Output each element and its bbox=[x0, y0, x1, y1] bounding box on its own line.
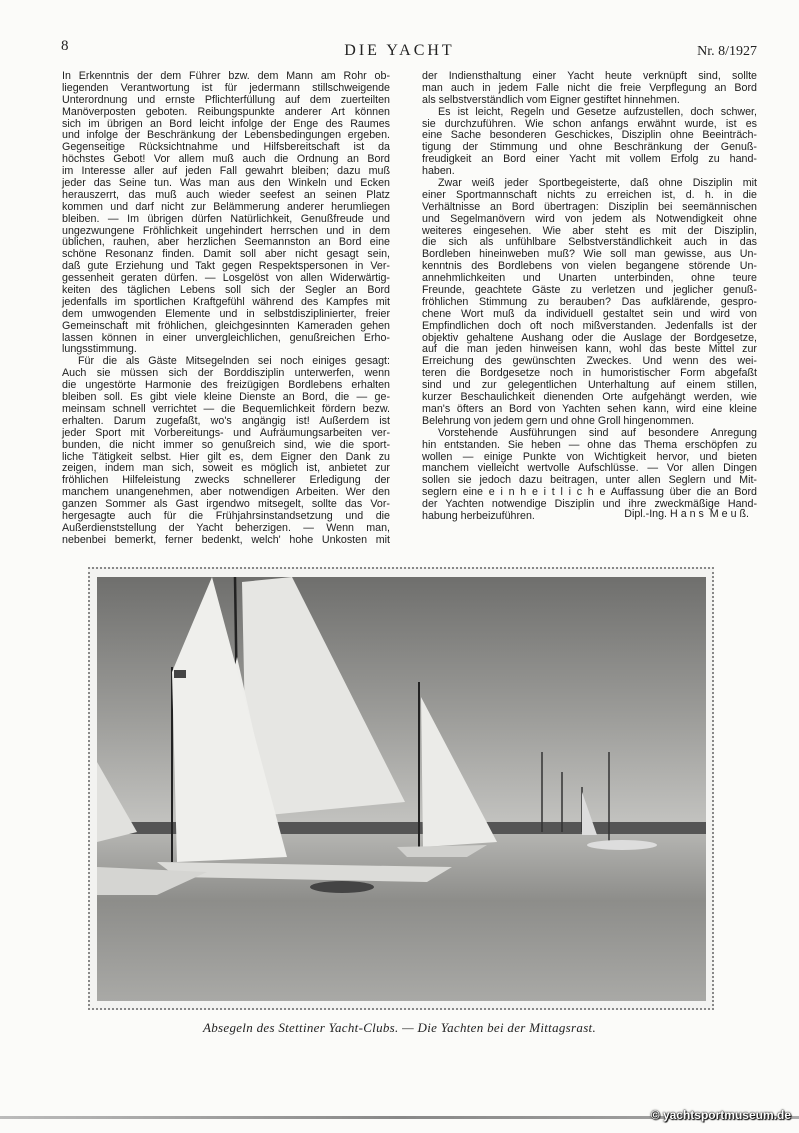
text-line: Belehrung von jedem gern und ohne Groll hingenommen. bbox=[422, 414, 695, 427]
text-line: keiten des täglichen Lebens soll sich der Segler an Bord bbox=[62, 284, 390, 297]
text-line: Freunde, geachtete Gäste zu verletzen und jeglicher genuß- bbox=[422, 284, 757, 297]
text-line: fröhlichen Stimmung zu berauben? Das aufklärende, gespro- bbox=[422, 295, 757, 308]
text-line: Es ist leicht, Regeln und Gesetze aufzustellen, doch schwer, bbox=[438, 105, 757, 118]
text-line: dem umwogenden Elemente und in selbstdisziplinierter, freier bbox=[62, 307, 390, 320]
text-line: tigung der Stimmung und ohne Beschränkung der Genuß- bbox=[422, 141, 757, 154]
text-line: und infolge der Beschränkung der Lebensbedingungen ergeben. bbox=[62, 129, 390, 142]
text-line: manchem vielleicht wertvolle Aufschlüsse. — Vor allen Dingen bbox=[422, 462, 757, 475]
text-line: sollen sie jedoch dazu beitragen, unter allen Seglern und Mit- bbox=[422, 474, 757, 487]
text-line: objektiv gehaltene Aushang oder die Auslage der Bordgesetze, bbox=[422, 331, 757, 344]
text-line: man auch in jedem Falle nicht die freie Verpflegung an Bord bbox=[422, 81, 757, 94]
text-line: weiteres eingesehen. Wie aber steht es mit der Disziplin, bbox=[422, 224, 757, 237]
text-line: erhalten. Darum zugefaßt, wo's angängig ist! Außerdem ist bbox=[62, 414, 390, 427]
text-line: die sich als unfühlbare Selbstverständlichkeit auch in das bbox=[422, 236, 757, 249]
text-line: bleiben. — Im übrigen dürfen Natürlichkeit, Genußfreude und bbox=[62, 212, 390, 225]
text-line: kenntnis des Bordlebens von vielen begangene störende Un- bbox=[422, 260, 757, 273]
text-line: bleiben soll. Es gibt viele kleine Dienste an Bord, die — ge- bbox=[62, 391, 390, 404]
text-line: daß gute Erziehung und Takt gegen Respektspersonen in Ver- bbox=[62, 260, 390, 273]
paragraph bbox=[422, 71, 757, 107]
article-column-right bbox=[422, 71, 757, 523]
text-line: die ungestörte Harmonie des freizügigen Bordlebens erhalten bbox=[62, 379, 390, 392]
text-line: kommen und darf nicht zur Belämmerung anderer herumliegen bbox=[62, 200, 390, 213]
paragraph bbox=[422, 178, 757, 428]
text-line: üblichen, rauhen, aber herzlichen Seemannston an Bord eine bbox=[62, 236, 390, 249]
text-line: hergesagte auch für die Frühjahrsinstandsetzung und die bbox=[62, 509, 390, 522]
text-line: gessenheit geraten dürfen. — Losgelöst von allen Widerwärtig- bbox=[62, 272, 390, 285]
text-line: der Yachten notwendige Disziplin und ihre zweckmäßige Hand- bbox=[422, 498, 757, 511]
text-line: liegenden Verantwortung ist für jedermann stillschweigende bbox=[62, 81, 390, 94]
text-line: lassen können in einer unvergleichlichen, genußreichen Erho- bbox=[62, 331, 390, 344]
text-line: haben. bbox=[422, 165, 455, 178]
paragraph bbox=[422, 107, 757, 178]
text-line: sie durchzuführen. Wie schon anfangs erwähnt wurde, ist es bbox=[422, 117, 757, 130]
text-line: Auch sie müssen sich der Borddisziplin unterwerfen, wenn bbox=[62, 367, 390, 380]
text-line: habung herbeizuführen. bbox=[422, 509, 535, 522]
text-line: manchem unangenehmen, aber notwendigen Arbeiten. Wer den bbox=[62, 486, 390, 499]
text-line: auf die man jeden hinweisen kann, wohl das beste Mittel zur bbox=[422, 343, 757, 356]
text-line: nebenbei bemerkt, ferner bedenkt, welch' hohe Unkosten mit bbox=[62, 533, 390, 546]
text-line: Empfindlichen doch oft noch mißverstanden. Jedenfalls ist der bbox=[422, 319, 757, 332]
text-line: annehmlichkeiten und Unarten unterbinden, ohne teure bbox=[422, 272, 757, 285]
text-line: liche Tätigkeit selbst. Hier gilt es, dem Eigner den Dank zu bbox=[62, 450, 390, 463]
sailing-yachts-photo bbox=[97, 577, 706, 1001]
text-line: man's öfters an Bord von Yachten sehen kann, wird eine kleine bbox=[422, 402, 757, 415]
text-line: jeder Sport mit Vorbereitungs- und Aufräumungsarbeiten ver- bbox=[62, 426, 390, 439]
flag bbox=[174, 670, 186, 678]
dinghy bbox=[310, 881, 374, 893]
text-line: herauszerrt, das muß auch wieder seefest an seinen Platz bbox=[62, 188, 390, 201]
text-line: seglern eine e i n h e i t l i c h e Auffassung über die an Bord bbox=[422, 486, 757, 499]
text-line: Verhältnisse an Bord übertragen: Disziplin bei seemännischen bbox=[422, 200, 757, 213]
text-line: höchstes Gebot! Vor allem muß auch die Ordnung an Bord bbox=[62, 153, 390, 166]
text-line: kurzer Beschaulichkeit dienenden Orte aufgehängt werden, wie bbox=[422, 391, 757, 404]
text-line: schöne Resonanz finden. Damit soll aber nicht gesagt sein, bbox=[62, 248, 390, 261]
text-line: lungsstimmung. bbox=[62, 343, 137, 356]
text-line: Für die als Gäste Mitsegelnden sei noch einiges gesagt: bbox=[78, 355, 390, 368]
text-line: einer Sportmannschaft nichts zu erreichen ist, d. h. in die bbox=[422, 188, 757, 201]
text-line: sind und zur gelegentlichen Unterhaltung auf einem stillen, bbox=[422, 379, 757, 392]
text-line: teren die Bordgesetze noch in humoristischer Form abgefaßt bbox=[422, 367, 757, 380]
text-line: fröhlichen Hilfeleistung zwecks schnellerer Erledigung der bbox=[62, 474, 390, 487]
text-line: zeigen, indem man sich, soweit es möglich ist, anbietet zur bbox=[62, 462, 390, 475]
text-line: freudigkeit an Bord einer Yacht mit vollem Erfolg zu hand- bbox=[422, 153, 757, 166]
photo-caption: Absegeln des Stettiner Yacht-Clubs. — Die Yachten bei der Mittagsrast. bbox=[202, 1020, 597, 1035]
text-line: Bordleben hineinweben muß? Wie soll man gewisse, aus Un- bbox=[422, 248, 757, 261]
text-line: meinsam schnell verrichtet — die Bequemlichkeit fördern bezw. bbox=[62, 402, 390, 415]
text-line: Außerdienststellung der Yacht beherzigen. — Wenn man, bbox=[62, 521, 390, 534]
text-line: In Erkenntnis der dem Führer bzw. dem Mann am Rohr ob- bbox=[62, 70, 390, 82]
distant-hull bbox=[587, 840, 657, 850]
paragraph bbox=[62, 356, 390, 546]
text-line: jeder das Seine tun. Was man aus den Winkeln und Ecken bbox=[62, 177, 390, 190]
text-line: Unterordnung und ernste Pflichterfüllung auf dem zuerteilten bbox=[62, 93, 390, 106]
issue-number: Nr. 8/1927 bbox=[697, 44, 757, 59]
text-line: Gemeinschaft mit fröhlichen, gleichgesinnten Kameraden gehen bbox=[62, 319, 390, 332]
text-line: Manöverposten geboten. Reibungspunkte anderer Art können bbox=[62, 105, 390, 118]
text-line: Zwar weiß jeder Sportbegeisterte, daß ohne Disziplin mit bbox=[438, 177, 757, 190]
page-number: 8 bbox=[61, 38, 69, 54]
article-column-left bbox=[62, 71, 390, 547]
text-line: als selbstverständlich vom Eigner gestiftet hinnehmen. bbox=[422, 93, 680, 106]
text-line: eine Sache besonderen Geschickes, Disziplin ohne Beeinträch- bbox=[422, 129, 757, 142]
author-signature: Dipl.-Ing. H a n s M e u ß. bbox=[624, 508, 749, 520]
magazine-title: DIE YACHT bbox=[344, 42, 455, 59]
text-line: sich im übrigen an Bord leicht infolge der Enge des Raumes bbox=[62, 117, 390, 130]
text-line: Gegenseitige Rücksichtnahme und Hilfsbereitschaft ist da bbox=[62, 141, 390, 154]
text-line: bunden, die nicht immer so genußreich sind, wie die sport- bbox=[62, 438, 390, 451]
text-line: ganzen Sommer als Gast irgendwo mitsegelt, sollte das Vor- bbox=[62, 498, 390, 511]
paragraph bbox=[62, 71, 390, 356]
text-line: im Interesse aller auf jeden Fall gewahrt bleiben; dazu muß bbox=[62, 165, 390, 178]
text-line: der Indiensthaltung einer Yacht heute verknüpft sind, sollte bbox=[422, 70, 757, 82]
text-line: ungezwungene Fröhlichkeit ungehindert herrschen und in dem bbox=[62, 224, 390, 237]
text-line: und Segelmanövern wird von jedem als Notwendigkeit ohne bbox=[422, 212, 757, 225]
copyright-watermark: © yachtsportmuseum.de bbox=[650, 1108, 791, 1122]
text-line: Vorstehende Ausführungen sind auf besondere Anregung bbox=[438, 426, 757, 439]
text-line: chene Wort muß da individuell gestaltet sein und wird von bbox=[422, 307, 757, 320]
text-line: hin entstanden. Sie heben — ohne das Thema erschöpfen zu bbox=[422, 438, 757, 451]
text-line: jedenfalls im sportlichen Kraftgefühl während des Kampfes mit bbox=[62, 295, 390, 308]
text-line: wollen — einige Punkte von Wichtigkeit hervor, und bieten bbox=[422, 450, 757, 463]
text-line: Erreichung des gewünschten Zweckes. Und wenn des wei- bbox=[422, 355, 757, 368]
